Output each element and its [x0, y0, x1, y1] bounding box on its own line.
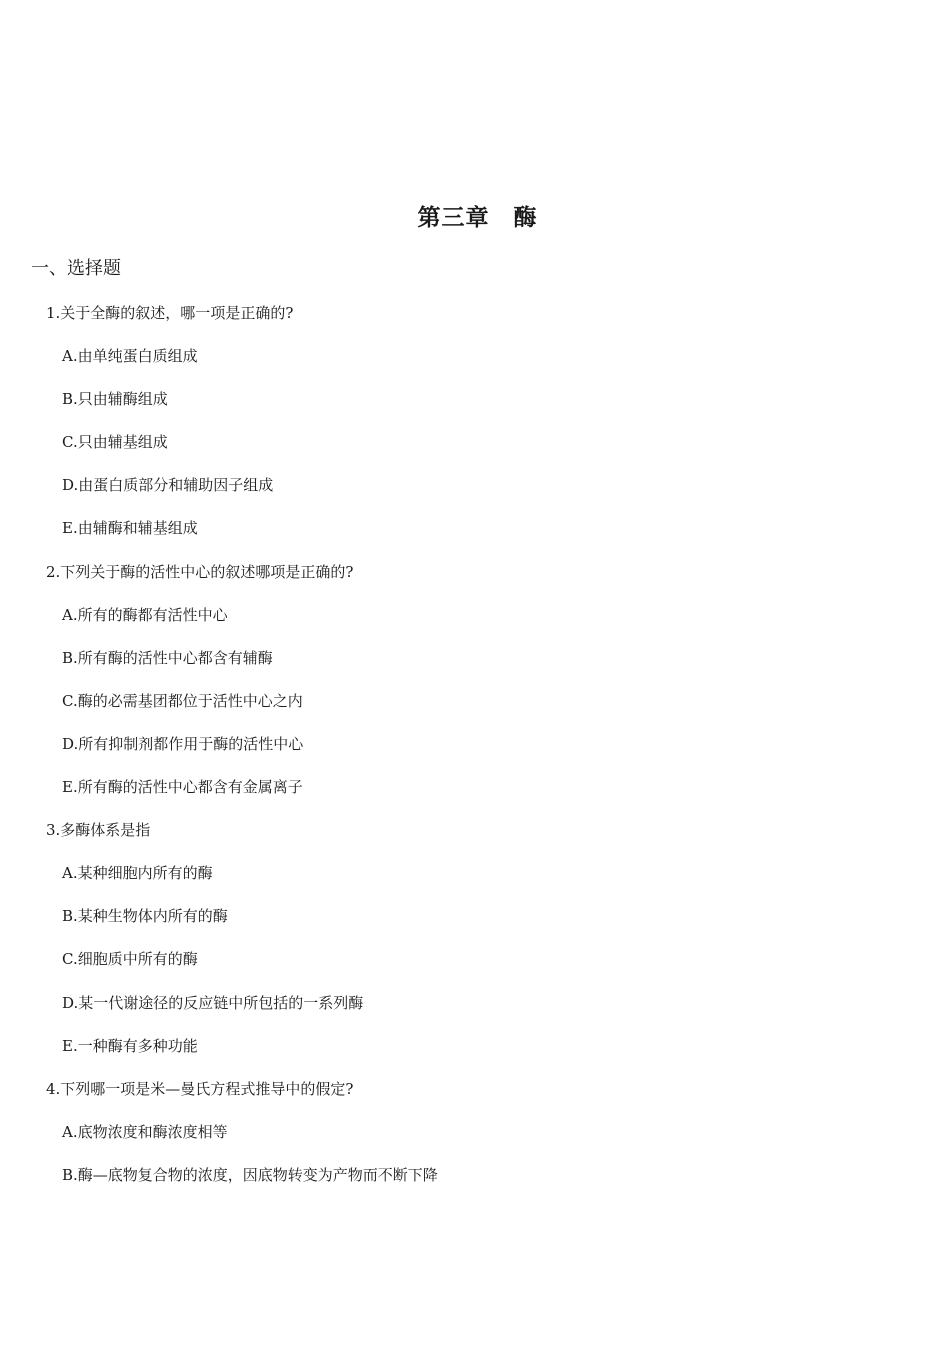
question-1-option-d: D.由蛋白质部分和辅助因子组成 — [62, 476, 274, 495]
question-list — [0, 298, 950, 1203]
question-3-option-d: D.某一代谢途径的反应链中所包括的一系列酶 — [62, 993, 364, 1012]
question-1: 1.关于全酶的叙述，哪一项是正确的? — [46, 304, 294, 322]
question-1-option-e: E.由辅酶和辅基组成 — [62, 519, 198, 538]
question-4-option-a: A.底物浓度和酶浓度相等 — [62, 1122, 228, 1141]
question-3-option-e: E.一种酶有多种功能 — [62, 1036, 198, 1055]
question-2: 2.下列关于酶的活性中心的叙述哪项是正确的? — [46, 562, 354, 581]
question-1-option-b: B.只由辅酶组成 — [62, 390, 168, 409]
question-2-option-d: D.所有抑制剂都作用于酶的活性中心 — [62, 734, 304, 753]
question-3-option-c: C.细胞质中所有的酶 — [62, 950, 198, 969]
question-3-option-b: B.某种生物体内所有的酶 — [62, 907, 228, 926]
question-1-option-a: A.由单纯蛋白质组成 — [62, 347, 198, 366]
question-2-option-e: E.所有酶的活性中心都含有金属离子 — [62, 778, 303, 797]
question-2-option-b: B.所有酶的活性中心都含有辅酶 — [62, 648, 273, 667]
chapter-title: 第三章 酶 — [417, 204, 538, 231]
question-4: 4.下列哪一项是米—曼氏方程式推导中的假定? — [46, 1079, 354, 1098]
question-3: 3.多酶体系是指 — [46, 821, 151, 840]
question-1-option-c: C.只由辅基组成 — [62, 433, 168, 452]
section-heading: 一、选择题 — [31, 258, 121, 279]
question-4-option-b: B.酶—底物复合物的浓度，因底物转变为产物而不断下降 — [62, 1165, 438, 1184]
question-2-option-c: C.酶的必需基团都位于活性中心之内 — [62, 691, 303, 710]
question-2-option-a: A.所有的酶都有活性中心 — [62, 605, 228, 624]
question-3-option-a: A.某种细胞内所有的酶 — [62, 864, 213, 883]
